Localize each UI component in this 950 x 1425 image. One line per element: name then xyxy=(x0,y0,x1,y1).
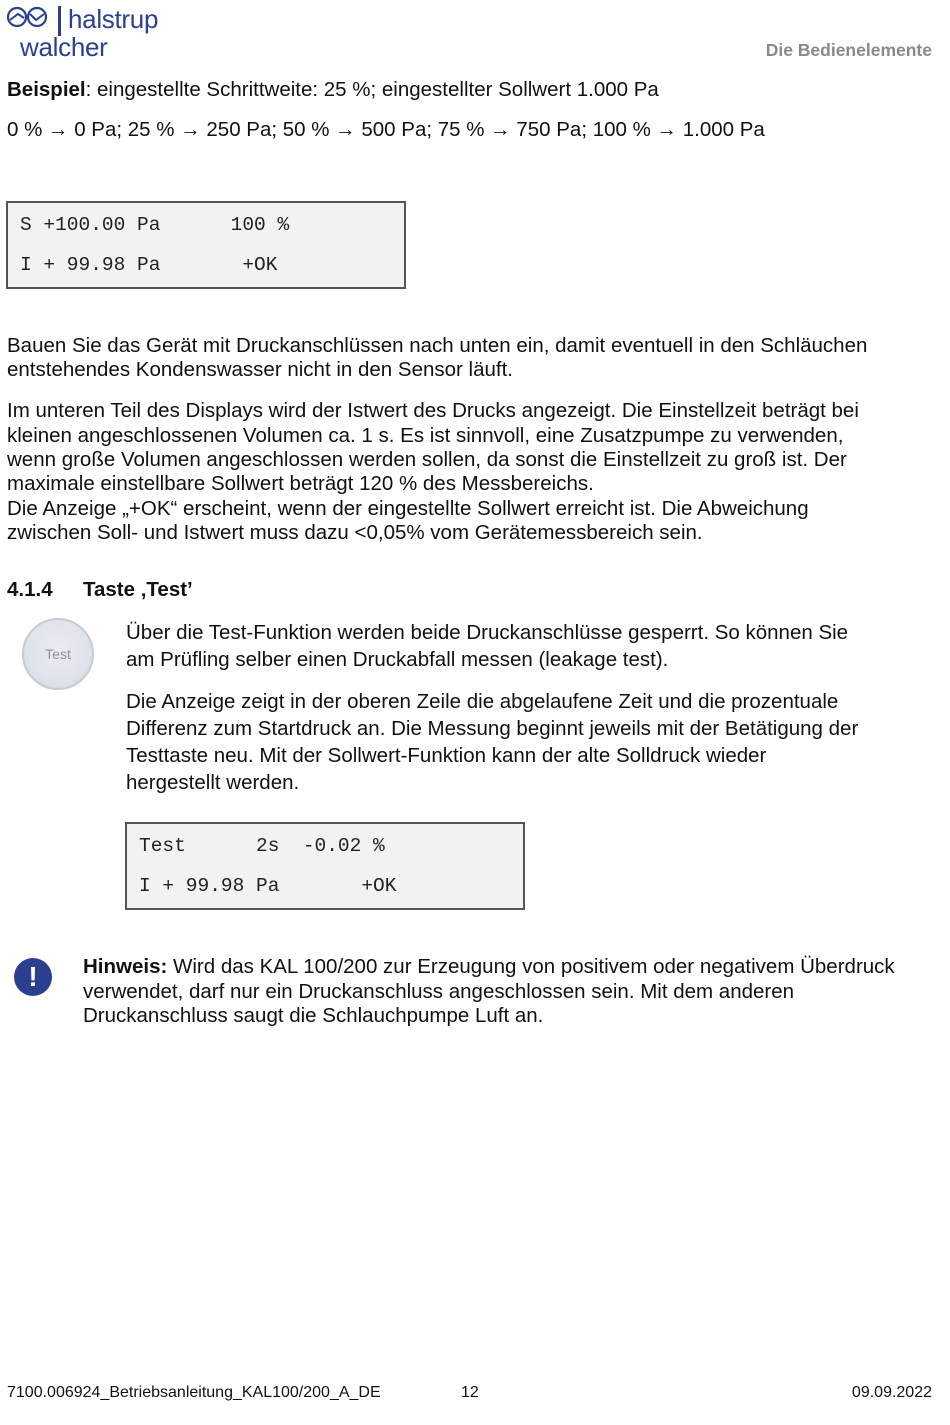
note-line: verwendet, darf nur ein Druckanschluss angeschlossen sein. Mit dem anderen xyxy=(83,980,795,1003)
paragraph4-line: hergestellt werden. xyxy=(126,771,300,794)
paragraph3-line: Über die Test-Funktion werden beide Druckanschlüsse gesperrt. So können Sie xyxy=(126,621,849,644)
footer-document-id: 7100.006924_Betriebsanleitung_KAL100/200_A_DE xyxy=(7,1384,381,1401)
footer-date: 09.09.2022 xyxy=(851,1384,932,1401)
test-button-image xyxy=(22,618,94,690)
example-text: : eingestellte Schrittweite: 25 %; eingestellter Sollwert 1.000 Pa xyxy=(85,78,659,101)
note-label: Hinweis: xyxy=(83,955,168,978)
paragraph4-line: Differenz zum Startdruck an. Die Messung beginnt jeweils mit der Betätigung der xyxy=(126,717,859,740)
note-text: Wird das KAL 100/200 zur Erzeugung von positivem oder negativem Überdruck xyxy=(167,955,895,978)
lcd-line-2: I + 99.98 Pa +OK xyxy=(139,875,397,897)
test-button-label: Test xyxy=(45,646,71,662)
section-title: Taste ‚Test’ xyxy=(83,578,193,601)
lcd-line-1: Test 2s -0.02 % xyxy=(139,835,385,857)
paragraph2-line: wenn große Volumen angeschlossen werden sollen, da sonst die Einstellzeit zu groß ist. Der xyxy=(7,448,847,471)
note-line xyxy=(83,955,895,980)
lcd-display-test xyxy=(125,822,525,910)
example-label: Beispiel xyxy=(7,78,86,101)
paragraph2-line: Die Anzeige „+OK“ erscheint, wenn der eingestellte Sollwert erreicht ist. Die Abweichung xyxy=(7,497,809,520)
logo-text-halstrup: halstrup xyxy=(68,4,159,34)
paragraph4-line: Testtaste neu. Mit der Sollwert-Funktion kann der alte Solldruck wieder xyxy=(126,744,767,767)
section-number: 4.1.4 xyxy=(7,578,53,601)
paragraph2-line: maximale einstellbare Sollwert beträgt 120 % des Messbereichs. xyxy=(7,472,594,495)
paragraph3-line: am Prüfling selber einen Druckabfall messen (leakage test). xyxy=(126,648,669,671)
footer-page-number: 12 xyxy=(461,1384,479,1401)
example-steps: 0 % → 0 Pa; 25 % → 250 Pa; 50 % → 500 Pa; 75 % → 750 Pa; 100 % → 1.000 Pa xyxy=(7,118,765,141)
paragraph2-line: kleinen angeschlossenen Volumen ca. 1 s. Es ist sinnvoll, eine Zusatzpumpe zu verwenden, xyxy=(7,424,844,447)
halstrup-walcher-logo-icon xyxy=(6,6,48,28)
example-line xyxy=(7,78,659,103)
paragraph1-line: Bauen Sie das Gerät mit Druckanschlüssen nach unten ein, damit eventuell in den Schläuchen xyxy=(7,334,868,357)
lcd-display-setpoint xyxy=(6,201,406,289)
lcd-line-1: S +100.00 Pa 100 % xyxy=(20,214,290,236)
exclamation-icon: ! xyxy=(14,958,52,996)
paragraph4-line: Die Anzeige zeigt in der oberen Zeile die abgelaufene Zeit und die prozentuale xyxy=(126,690,839,713)
paragraph1-line: entstehendes Kondenswasser nicht in den Sensor läuft. xyxy=(7,358,513,381)
section-label: Die Bedienelemente xyxy=(765,40,932,60)
paragraph2-line: Im unteren Teil des Displays wird der Istwert des Drucks angezeigt. Die Einstellzeit beträgt bei xyxy=(7,399,859,422)
paragraph2-line: zwischen Soll- und Istwert muss dazu <0,05% vom Gerätemessbereich sein. xyxy=(7,521,703,544)
note-line: Druckanschluss saugt die Schlauchpumpe Luft an. xyxy=(83,1004,544,1027)
lcd-line-2: I + 99.98 Pa +OK xyxy=(20,254,278,276)
logo-text-walcher: walcher xyxy=(20,32,108,62)
